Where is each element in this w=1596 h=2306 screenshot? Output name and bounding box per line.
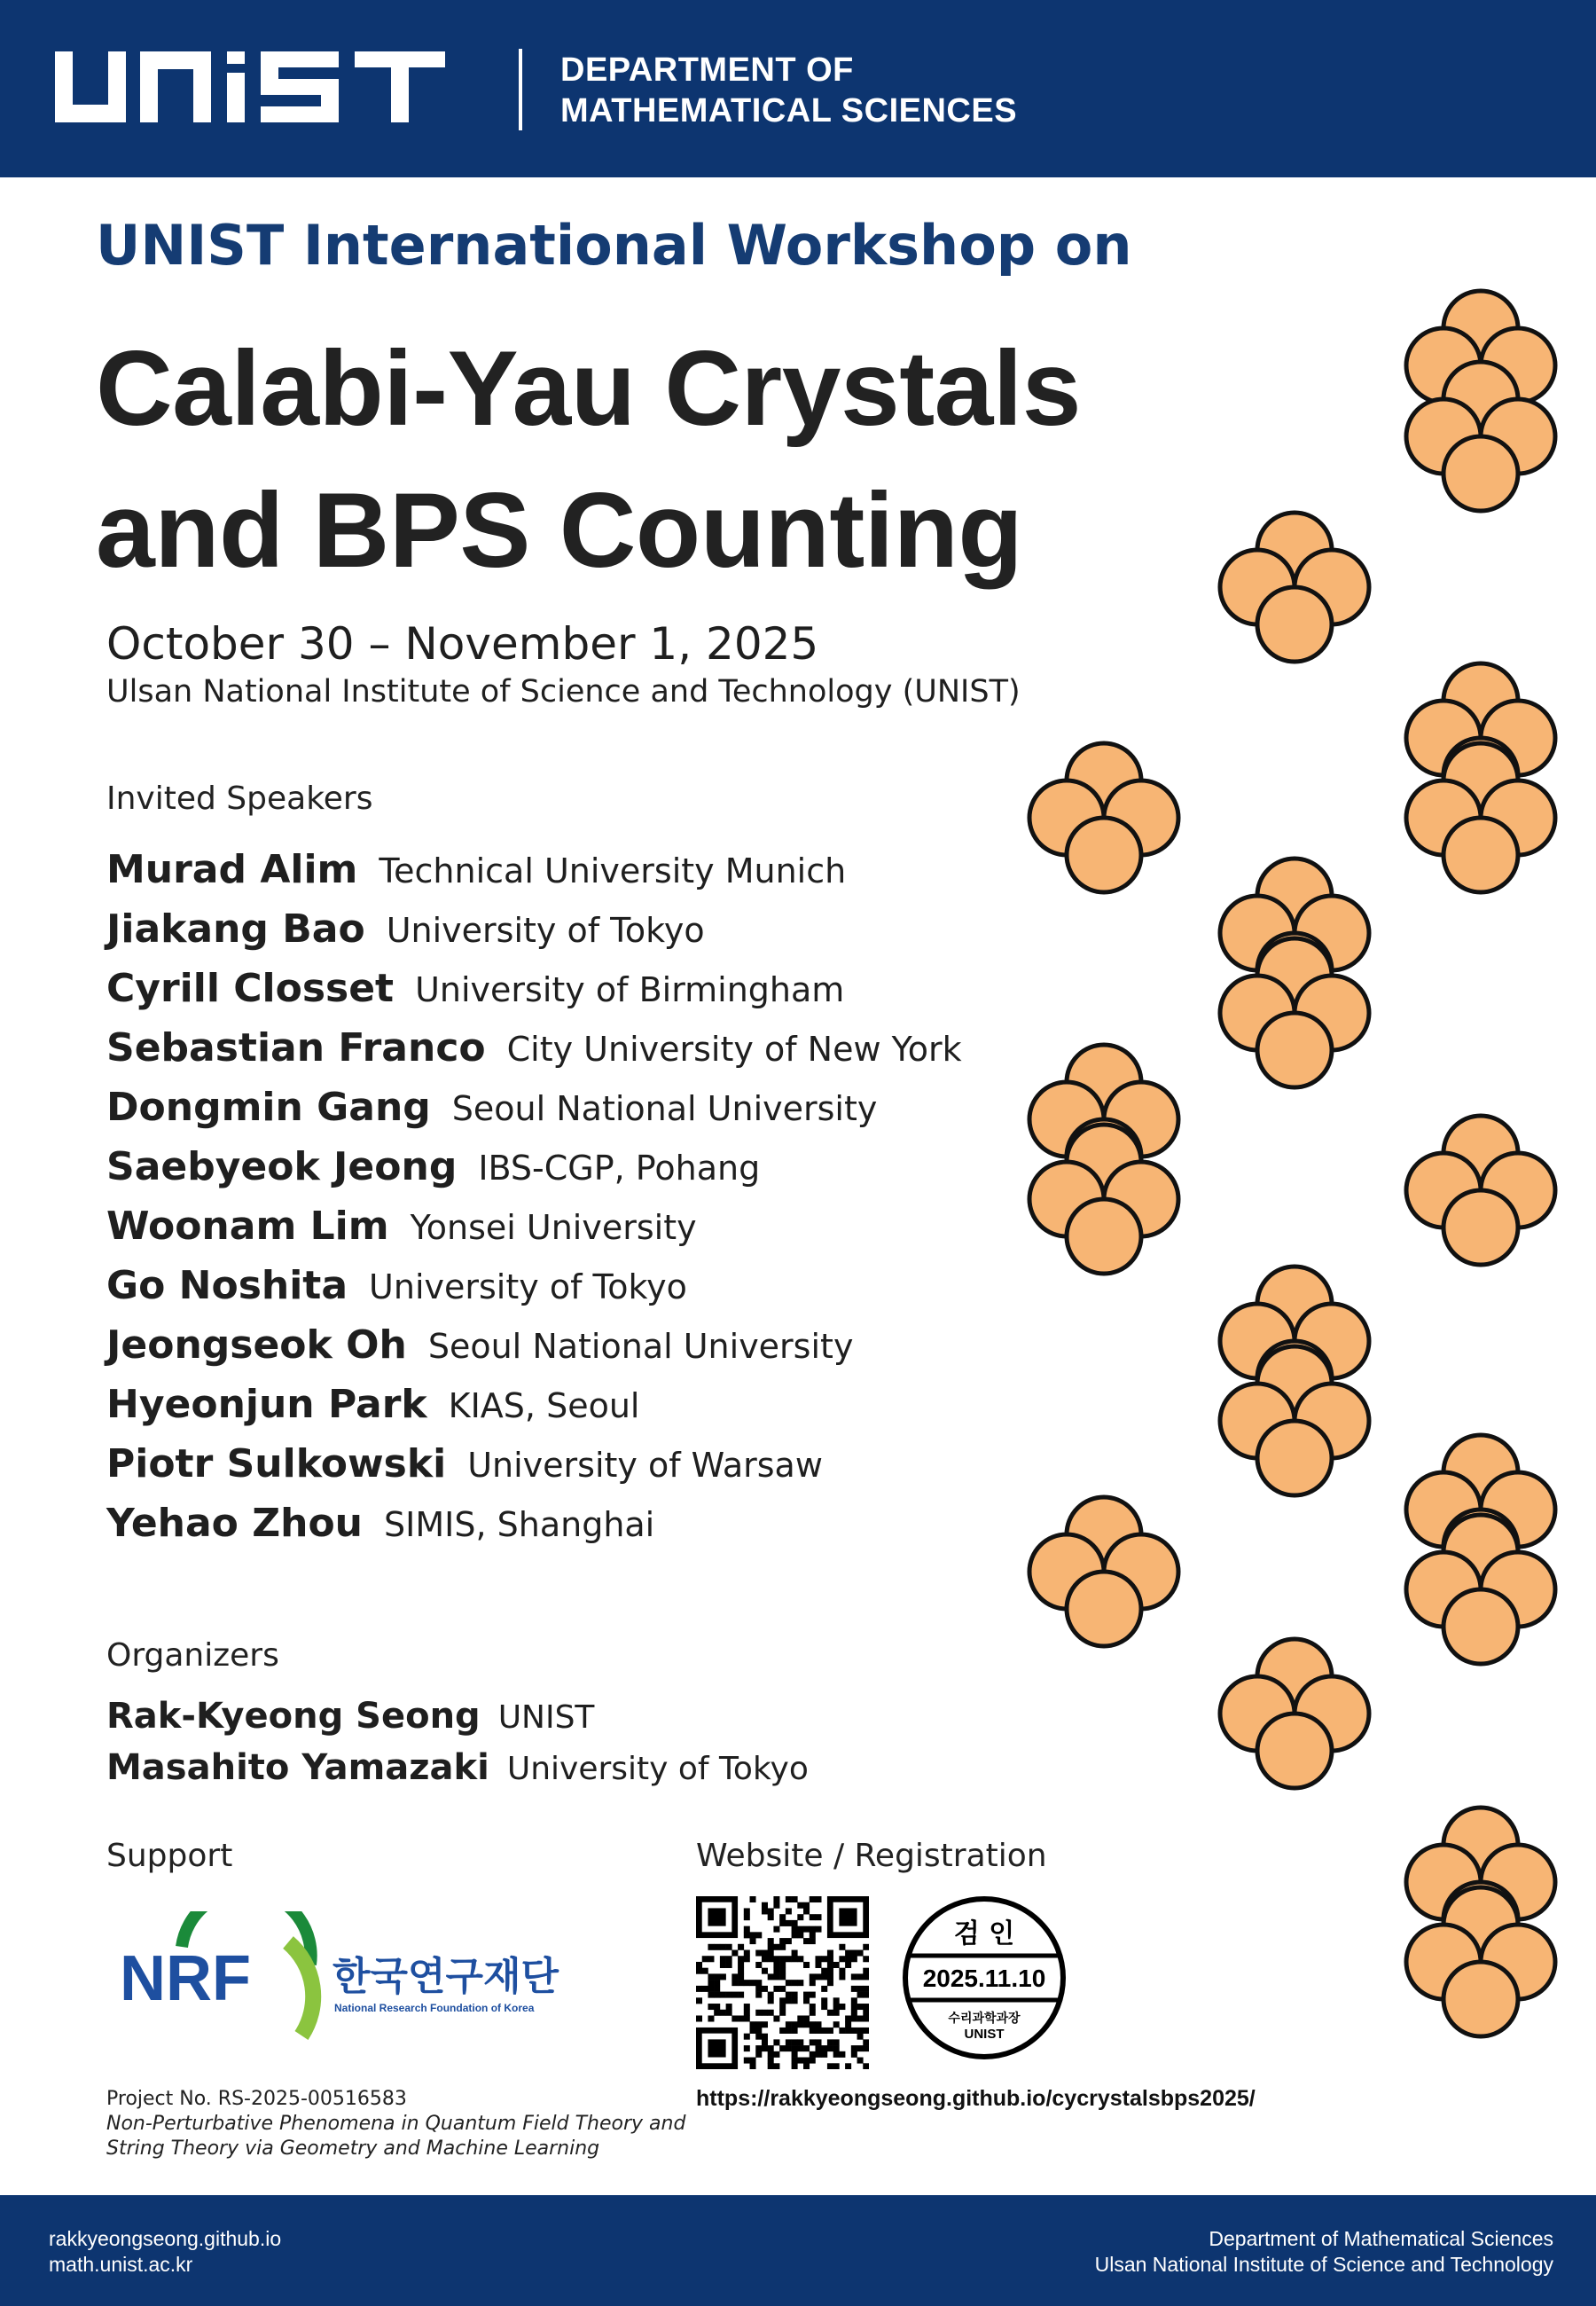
speaker-affiliation: Seoul National University bbox=[451, 1089, 878, 1128]
speaker-affiliation: Technical University Munich bbox=[379, 851, 847, 890]
footer-institution bbox=[1095, 2226, 1553, 2278]
calabi-yau-crystal-illustration bbox=[931, 266, 1596, 2129]
organizer-row bbox=[106, 1696, 809, 1747]
organizer-affiliation: University of Tokyo bbox=[506, 1751, 809, 1787]
organizers-heading: Organizers bbox=[106, 1637, 279, 1674]
footer-link-department[interactable]: math.unist.ac.kr bbox=[49, 2253, 193, 2276]
registration-url[interactable]: https://rakkyeongseong.github.io/cycrystalsbps2025/ bbox=[696, 2086, 1256, 2111]
speaker-name: Jiakang Bao bbox=[106, 906, 365, 952]
speaker-row bbox=[106, 1263, 962, 1322]
speaker-affiliation: University of Tokyo bbox=[369, 1267, 687, 1306]
speaker-row bbox=[106, 1144, 962, 1204]
speaker-affiliation: Yonsei University bbox=[410, 1208, 697, 1247]
organizer-list bbox=[106, 1696, 809, 1799]
stamp-date: 2025.11.10 bbox=[922, 1965, 1046, 1992]
speaker-name: Yehao Zhou bbox=[106, 1501, 364, 1546]
organizer-name: Rak-Kyeong Seong bbox=[106, 1696, 481, 1737]
speaker-row bbox=[106, 1501, 962, 1560]
crystal-sphere bbox=[1257, 1013, 1332, 1087]
speaker-affiliation: Seoul National University bbox=[427, 1327, 854, 1366]
footer-link-personal[interactable]: rakkyeongseong.github.io bbox=[49, 2227, 282, 2250]
crystal-sphere bbox=[1067, 818, 1141, 892]
speaker-name: Woonam Lim bbox=[106, 1204, 389, 1249]
speaker-affiliation: IBS-CGP, Pohang bbox=[478, 1149, 761, 1188]
speaker-row bbox=[106, 906, 962, 966]
speaker-name: Murad Alim bbox=[106, 847, 358, 892]
unist-logo bbox=[55, 51, 498, 129]
dept-line-2: MATHEMATICAL SCIENCES bbox=[560, 92, 1018, 129]
organizer-row bbox=[106, 1747, 809, 1799]
speaker-name: Dongmin Gang bbox=[106, 1085, 431, 1130]
department-name bbox=[560, 50, 1017, 131]
speaker-name: Hyeonjun Park bbox=[106, 1382, 427, 1427]
speaker-name: Piotr Sulkowski bbox=[106, 1441, 447, 1486]
speaker-name: Jeongseok Oh bbox=[106, 1322, 407, 1368]
speaker-row bbox=[106, 1025, 962, 1085]
header-bar bbox=[0, 0, 1596, 177]
crystal-sphere bbox=[1067, 1572, 1141, 1646]
nrf-logo bbox=[120, 1911, 563, 2048]
crystal-sphere bbox=[1257, 1421, 1332, 1495]
workshop-date: October 30 – November 1, 2025 bbox=[106, 618, 819, 670]
qr-code-graphic bbox=[696, 1896, 869, 2069]
project-title-line-1: Non-Perturbative Phenomena in Quantum Field Theory and bbox=[106, 2113, 686, 2135]
dept-line-1: DEPARTMENT OF bbox=[560, 51, 854, 89]
crystal-sphere bbox=[1443, 818, 1518, 892]
crystal-sphere bbox=[1067, 1199, 1141, 1274]
speakers-heading: Invited Speakers bbox=[106, 780, 373, 817]
footer-bar bbox=[0, 2195, 1596, 2306]
speaker-affiliation: University of Birmingham bbox=[415, 970, 845, 1009]
speaker-list bbox=[106, 847, 962, 1560]
nrf-logo-graphic bbox=[120, 1911, 563, 2044]
speaker-row bbox=[106, 1441, 962, 1501]
crystal-sphere bbox=[1443, 1962, 1518, 2036]
workshop-subtitle: UNIST International Workshop on bbox=[96, 213, 1132, 278]
speaker-row bbox=[106, 1382, 962, 1441]
crystal-sphere bbox=[1443, 436, 1518, 511]
speaker-row bbox=[106, 847, 962, 906]
speaker-row bbox=[106, 1085, 962, 1144]
speaker-affiliation: University of Warsaw bbox=[467, 1446, 823, 1485]
project-info bbox=[106, 2087, 685, 2161]
speaker-row bbox=[106, 1204, 962, 1263]
speaker-name: Go Noshita bbox=[106, 1263, 348, 1308]
speaker-affiliation: University of Tokyo bbox=[386, 911, 705, 950]
speaker-name: Cyrill Closset bbox=[106, 966, 395, 1011]
crystal-sphere bbox=[1257, 1714, 1332, 1788]
nrf-korean-name: 한국연구재단 bbox=[332, 1954, 559, 1999]
project-number: Project No. RS-2025-00516583 bbox=[106, 2088, 407, 2110]
organizer-name: Masahito Yamazaki bbox=[106, 1747, 489, 1788]
speaker-name: Saebyeok Jeong bbox=[106, 1144, 458, 1189]
stamp-univ: UNIST bbox=[964, 2027, 1005, 2042]
footer-links bbox=[49, 2226, 281, 2278]
footer-dept: Department of Mathematical Sciences bbox=[1209, 2227, 1553, 2250]
unist-logo-wordmark bbox=[55, 51, 498, 126]
speaker-row bbox=[106, 1322, 962, 1382]
speaker-affiliation: SIMIS, Shanghai bbox=[384, 1505, 655, 1544]
workshop-venue: Ulsan National Institute of Science and Technology (UNIST) bbox=[106, 674, 1021, 710]
speaker-row bbox=[106, 966, 962, 1025]
qr-code[interactable] bbox=[696, 1896, 869, 2073]
nrf-logo-text: NRF bbox=[120, 1943, 251, 2014]
speaker-affiliation: KIAS, Seoul bbox=[448, 1386, 640, 1425]
stamp-dept: 수리과학과장 bbox=[948, 2012, 1021, 2026]
crystal-sphere bbox=[1443, 1190, 1518, 1265]
speaker-name: Sebastian Franco bbox=[106, 1025, 486, 1071]
title-line-1: Calabi-Yau Crystals bbox=[96, 329, 1081, 448]
crystal-sphere bbox=[1257, 587, 1332, 662]
footer-university: Ulsan National Institute of Science and Technology bbox=[1094, 2253, 1553, 2276]
organizer-affiliation: UNIST bbox=[497, 1699, 595, 1736]
title-line-2: and BPS Counting bbox=[96, 471, 1023, 590]
website-registration-heading: Website / Registration bbox=[696, 1838, 1047, 1874]
header-divider bbox=[519, 49, 522, 130]
nrf-english-name: National Research Foundation of Korea bbox=[334, 2002, 535, 2014]
crystal-sphere bbox=[1443, 1589, 1518, 1664]
support-heading: Support bbox=[106, 1838, 233, 1874]
project-title-line-2: String Theory via Geometry and Machine Learning bbox=[106, 2137, 600, 2160]
speaker-affiliation: City University of New York bbox=[506, 1030, 962, 1069]
stamp-top: 검 인 bbox=[953, 1918, 1015, 1949]
